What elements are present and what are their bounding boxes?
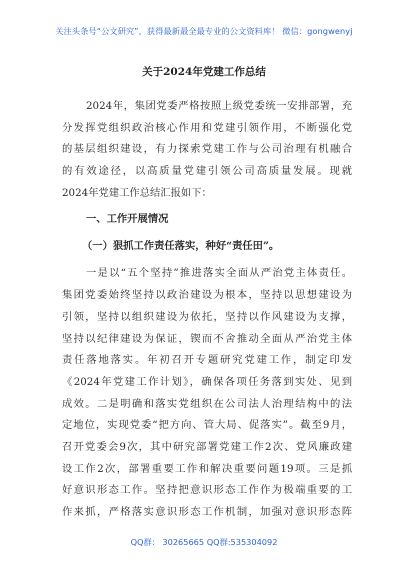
text-line: 定地位，实现党委“把方向、管大局、促落实”。截至9月， <box>62 419 352 432</box>
text-line: 召开党委会9次，其中研究部署党建工作2次、党风廉政建 <box>62 440 352 453</box>
text-line: 集团党委始终坚持以政治建设为根本，坚持以思想建设为 <box>62 289 352 302</box>
document-body <box>62 96 352 524</box>
text-line: 设工作2次，部署重要工作和解决重要问题19项。三是抓 <box>62 462 352 475</box>
text-line: 的基层组织建设，有力探索党建工作与公司治理有机融合 <box>62 143 352 156</box>
header-promo-note: 关注头条号“公文研究”，获得最新最全最专业的公文资料库！ 微信：gongwenyj <box>55 26 353 36</box>
document-title: 关于2024年党建工作总结 <box>142 66 266 78</box>
text-line: 责任落地落实。年初召开专题研究党建工作，制定印发 <box>62 354 352 367</box>
text-line: 作来抓，严格落实意识形态工作机制，加强对意识形态阵 <box>62 506 352 518</box>
text-line: 《2024年党建工作计划》，确保各项任务落到实处、见到 <box>62 375 352 388</box>
text-line: 坚持以纪律建设为保证，锲而不舍推动全面从严治党主体 <box>62 332 352 345</box>
intro-paragraph <box>62 96 352 204</box>
footer-qq-groups: QQ群： 30265665 QQ群:535304092 <box>130 537 278 547</box>
text-line: 引领，坚持以组织建设为依托，坚持以作风建设为支撑， <box>62 310 352 323</box>
text-line: 成效。二是明确和落实党组织在公司法人治理结构中的法 <box>62 397 352 410</box>
text-line: 分发挥党组织政治核心作用和党建引领作用，不断强化党 <box>62 121 352 134</box>
body-paragraph <box>62 263 352 523</box>
text-line: 2024年，集团党委严格按照上级党委统一安排部署，充 <box>86 100 352 112</box>
text-line: 2024年党建工作总结汇报如下： <box>62 186 212 199</box>
text-line: 好意识形态工作。坚持把意识形态工作作为极端重要的工 <box>62 484 352 497</box>
section-heading: 一、工作开展情况 <box>86 213 169 226</box>
subsection-heading: （一）狠抓工作责任落实，种好“责任田”。 <box>82 240 280 253</box>
text-line: 一是以“五个坚持”推进落实全面从严治党主体责任。 <box>86 267 352 280</box>
text-line: 的有效途径，以高质量党建引领公司高质量发展。现就 <box>62 165 352 178</box>
